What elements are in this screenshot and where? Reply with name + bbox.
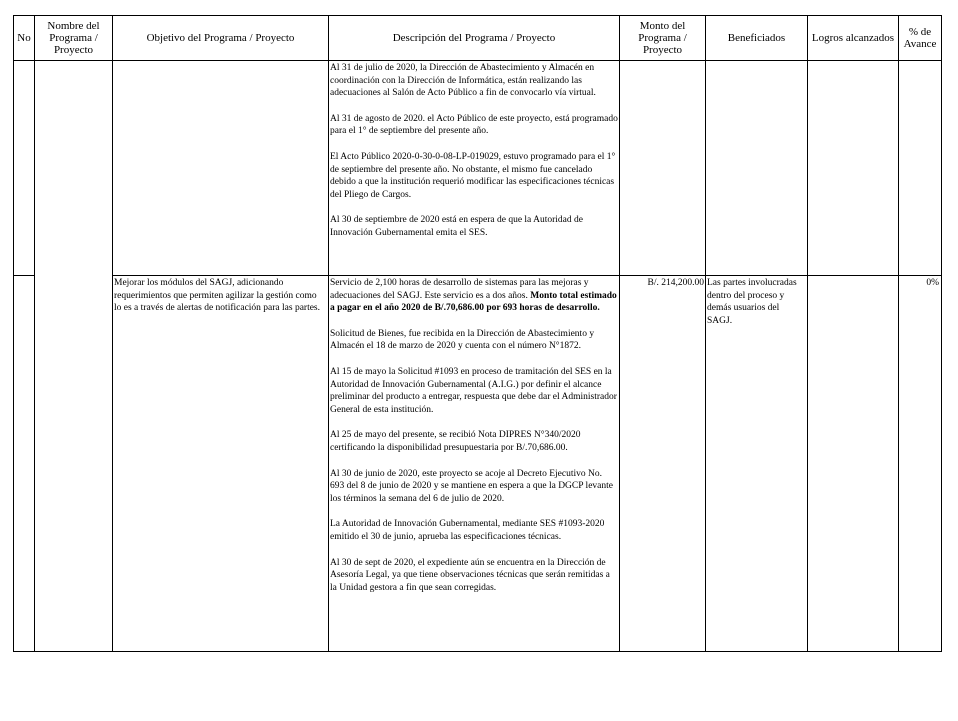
- col-border: [898, 15, 899, 652]
- row2-monto: B/. 214,200.00: [647, 278, 704, 288]
- description-paragraph: Al 30 de sept de 2020, el expediente aún se encuentra en la Dirección de Asesoría Legal, ya que tiene observaciones técnicas que serán remitidas a la Unidad gestora a fin que sean corregidas.: [330, 557, 610, 593]
- description-paragraph-intro: [330, 277, 618, 315]
- header-no: No: [17, 32, 31, 44]
- description-paragraph: El Acto Público 2020-0-30-0-08-LP-019029, estuvo programado para el 1° de septiembre del presente año. No obstante, el mismo fue cancelado debido a que la institución requerió modificar las especificaciones técnicas del Pliego de Cargos.: [330, 151, 616, 200]
- row2-avance: 0%: [926, 278, 939, 288]
- col-border: [619, 15, 620, 652]
- description-paragraph: Al 31 de julio de 2020, la Dirección de Abastecimiento y Almacén en coordinación con la Dirección de Informática, están realizando las adecuaciones al Salón de Acto Público a fin de convocarlo vía virtual.: [330, 63, 596, 99]
- description-paragraph: Al 15 de mayo la Solicitud #1093 en proceso de tramitación del SES en la Autoridad de Innovación Gubernamental (A.I.G.) por definir el alcance preliminar del producto a entregar, respuesta que debe dar el Administrador General de esta institución.: [330, 366, 617, 415]
- description-paragraph: La Autoridad de Innovación Gubernamental, mediante SES #1093-2020 emitido el 30 de junio, aprueba las especificaciones técnicas.: [330, 519, 605, 542]
- row-separator: [112, 275, 941, 276]
- col-border: [13, 15, 14, 652]
- description-paragraph: Al 30 de septiembre de 2020 está en espera de que la Autoridad de Innovación Gubernamental emita el SES.: [330, 215, 583, 238]
- row2-descripcion: [330, 277, 618, 607]
- col-border: [328, 15, 329, 652]
- description-paragraph: Al 31 de agosto de 2020. el Acto Público de este proyecto, está programado para el 1° de septiembre del presente año.: [330, 113, 618, 137]
- description-paragraph: Al 25 de mayo del presente, se recibió Nota DIPRES N°340/2020 certificando la disponibilidad presupuestaria por B/.70,686.00.: [330, 430, 581, 453]
- description-paragraph: Solicitud de Bienes, fue recibida en la Dirección de Abastecimiento y Almacén el 18 de marzo de 2020 y cuenta con el número N°1872.: [330, 328, 595, 352]
- col-border: [807, 15, 808, 652]
- col-border: [34, 15, 35, 652]
- description-paragraph: Al 30 de junio de 2020, este proyecto se acoje al Decreto Ejecutivo No. 693 del 8 de junio de 2020 y se mantiene en espera a que la DGCP levante los términos la semana del 6 de julio de 2020.: [330, 468, 613, 504]
- header-descripcion: Descripción del Programa / Proyecto: [392, 32, 556, 44]
- header-logros: Logros alcanzados: [811, 32, 895, 44]
- col-border: [705, 15, 706, 652]
- row1-descripcion: [330, 62, 618, 253]
- table-bottom-border: [13, 651, 941, 652]
- row2-objetivo: Mejorar los módulos del SAGJ, adicionando requerimientos que permiten agilizar la gestión como lo es a través de alertas de notificación para las partes.: [114, 278, 321, 314]
- col-border: [941, 15, 942, 652]
- header-beneficiados: Beneficiados: [727, 32, 786, 44]
- row2-beneficiados: Las partes involucradas dentro del proceso y demás usuarios del SAGJ.: [707, 278, 797, 326]
- row-separator: [13, 275, 34, 276]
- description-intro-text: Servicio de 2,100 horas de desarrollo de sistemas para las mejoras y adecuaciones del SAGJ. Este servicio es a dos años.: [330, 278, 589, 301]
- header-objetivo: Objetivo del Programa / Proyecto: [146, 32, 295, 44]
- description-bold-text: Monto total estimado a pagar en el año 2020 de B/.70,686.00 por 693 horas de desarrollo.: [330, 290, 617, 314]
- header-monto: Monto del Programa / Proyecto: [638, 20, 687, 56]
- header-bottom-border: [13, 60, 941, 61]
- header-nombre: Nombre del Programa / Proyecto: [47, 20, 100, 56]
- header-avance: % de Avance: [903, 26, 937, 50]
- col-border: [112, 15, 113, 652]
